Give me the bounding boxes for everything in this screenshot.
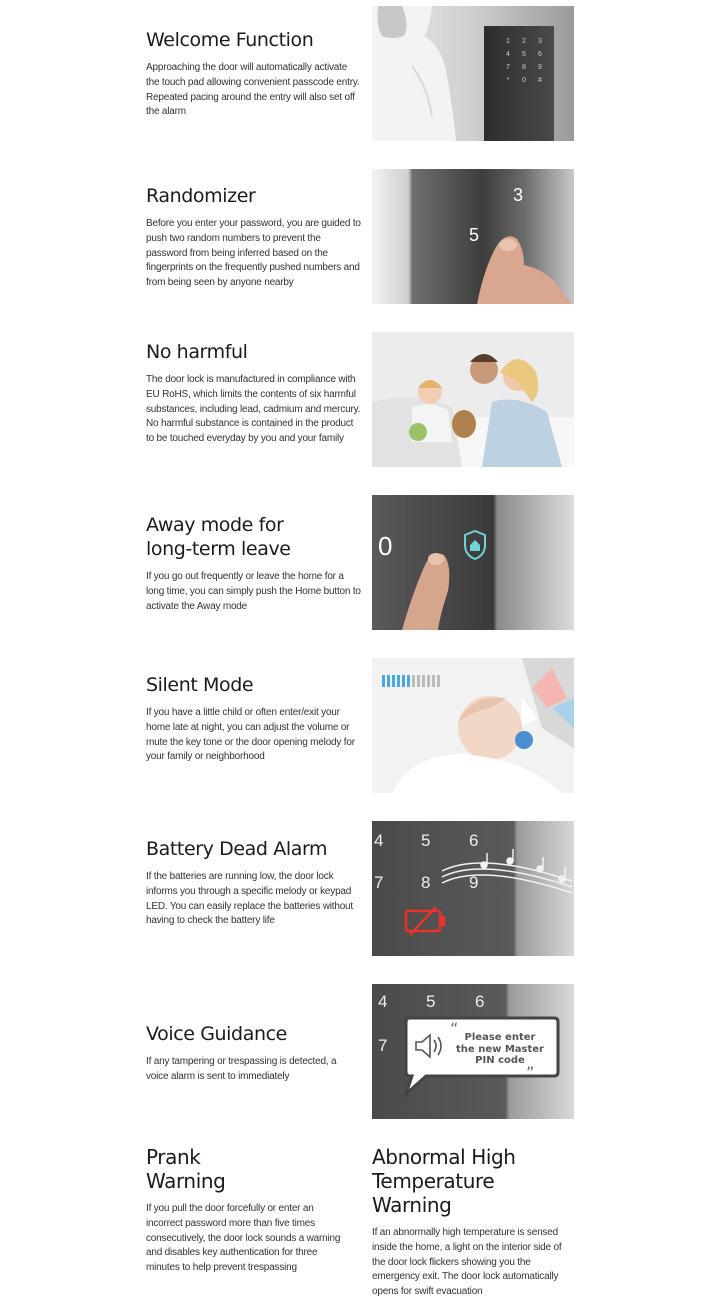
section-title: Randomizer	[146, 185, 256, 207]
voice-bubble-text	[454, 1032, 546, 1067]
svg-text:”: ”	[526, 1063, 535, 1082]
keypad-key: 2	[522, 38, 526, 45]
section-description: If the batteries are running low, the door lock informs you through a specific melody or keypad LED. You can easily replace the batteries without having to check the battery life	[146, 871, 354, 927]
section-description: If an abnormally high temperature is sensed inside the home, a light on the interior side of the door lock flickers showing you the emergency exit. The door lock automatically opens for swift evacuation	[372, 1227, 562, 1298]
randomizer-text-block	[146, 184, 361, 291]
silent-mode-text-block	[146, 673, 361, 765]
abnormal-temperature-block	[372, 1145, 577, 1300]
keypad-key: *	[506, 77, 510, 84]
section-description: If you have a little child or often enter/exit your home late at night, you can adjust the volume or mute the key tone or the door opening melody for your family or neighborhood	[146, 707, 355, 763]
family-image	[372, 332, 574, 467]
section-description: The door lock is manufactured in compliance with EU RoHS, which limits the contents of six harmful substances, including lead, cadmium and mercury. No harmful substance is contained in the product to be touched everyday by you and your family	[146, 374, 361, 445]
title-line-2: Warning	[146, 1169, 226, 1193]
section-title	[146, 513, 361, 561]
keypad-digit-9: 9	[469, 873, 479, 892]
keypad-key: 7	[506, 64, 510, 71]
section-description: If any tampering or trespassing is detected, a voice alarm is sent to immediately	[146, 1056, 337, 1082]
section-title: Silent Mode	[146, 674, 254, 696]
section-title	[372, 1145, 577, 1217]
keypad-digits	[500, 38, 548, 84]
keypad-key: 9	[538, 64, 542, 71]
keypad-digit-7: 7	[374, 873, 384, 892]
section-description: If you pull the door forcefully or enter an incorrect password more than five times consecutively, the door lock sounds a warning and disables key authentication for three minutes to help prevent trespassing	[146, 1203, 341, 1274]
battery-image	[372, 821, 574, 956]
randomizer-image	[372, 169, 574, 304]
section-title: Battery Dead Alarm	[146, 838, 328, 860]
keypad-digit-4: 4	[378, 992, 388, 1011]
no-harmful-text-block	[146, 340, 361, 447]
keypad-key: #	[538, 77, 542, 84]
keypad-digit-8: 8	[421, 873, 431, 892]
keypad-key: 0	[522, 77, 526, 84]
keypad-digit-6: 6	[469, 831, 479, 850]
bubble-line-3: PIN code	[475, 1055, 525, 1066]
section-description: Before you enter your password, you are guided to push two random numbers to prevent the password from being inferred based on the fingerprints on the frequently pushed numbers and from being seen by anyone nearby	[146, 218, 361, 289]
keypad-key: 3	[538, 38, 542, 45]
keypad-key: 4	[506, 51, 510, 58]
battery-text-block	[146, 837, 361, 929]
away-mode-text-block	[146, 513, 361, 614]
random-number-5: 5	[469, 225, 480, 245]
random-number-3: 3	[513, 185, 524, 205]
title-line-1: Prank	[146, 1145, 201, 1169]
welcome-image	[372, 6, 574, 141]
section-title: Voice Guidance	[146, 1023, 287, 1045]
section-description: If you go out frequently or leave the home for a long time, you can simply push the Home button to activate the Away mode	[146, 571, 361, 612]
keypad-digit-5: 5	[426, 992, 436, 1011]
welcome-text-block	[146, 28, 361, 120]
title-line-1: Away mode for	[146, 514, 284, 536]
bubble-line-1: Please enter	[464, 1032, 536, 1043]
title-line-2: Temperature Warning	[372, 1169, 495, 1217]
bubble-line-2: the new Master	[456, 1043, 544, 1055]
section-title: Welcome Function	[146, 29, 314, 51]
keypad-digit-6: 6	[475, 992, 485, 1011]
silent-mode-image	[372, 658, 574, 793]
keypad-digit-7: 7	[378, 1036, 388, 1055]
svg-text:“: “	[450, 1019, 459, 1038]
keypad-digit-0: 0	[378, 531, 393, 561]
keypad-key: 1	[506, 38, 510, 45]
voice-image	[372, 984, 574, 1119]
keypad-key: 8	[522, 64, 526, 71]
section-description: Approaching the door will automatically activate the touch pad allowing convenient passcode entry. Repeated pacing around the entry will also set off the alarm	[146, 62, 360, 118]
keypad-key: 5	[522, 51, 526, 58]
keypad-digit-5: 5	[421, 831, 431, 850]
prank-warning-block	[146, 1145, 351, 1276]
away-mode-image	[372, 495, 574, 630]
keypad-key: 6	[538, 51, 542, 58]
keypad-digit-4: 4	[374, 831, 384, 850]
section-title	[146, 1145, 351, 1193]
voice-text-block	[146, 1022, 361, 1085]
title-line-1: Abnormal High	[372, 1145, 516, 1169]
section-title: No harmful	[146, 341, 248, 363]
title-line-2: long-term leave	[146, 538, 291, 560]
